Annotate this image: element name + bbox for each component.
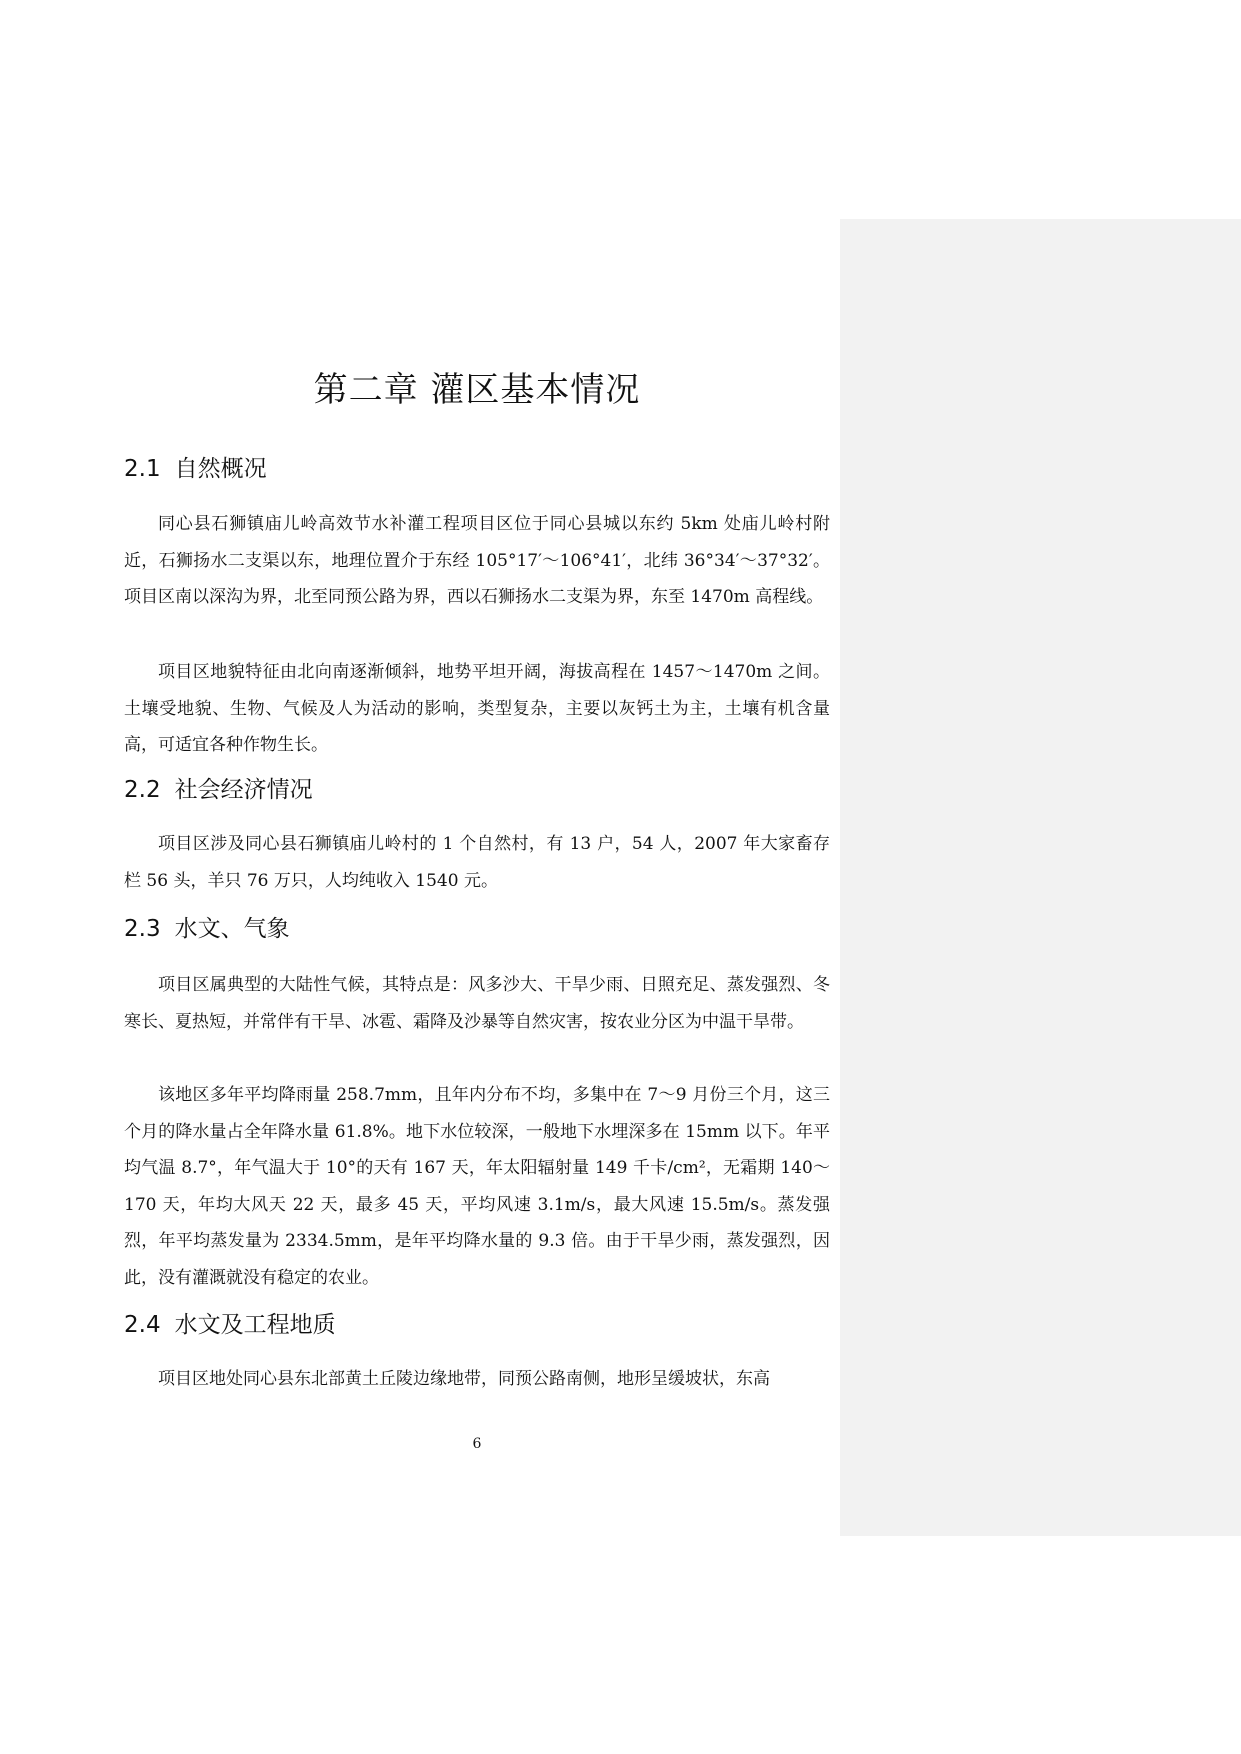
section-number: 2.2 — [124, 777, 161, 803]
paragraph: 项目区地貌特征由北向南逐渐倾斜，地势平坦开阔，海拔高程在 1457～1470m 之间。土壤受地貌、生物、气候及人为活动的影响，类型复杂，主要以灰钙土为主，土壤有机含量高，可适宜各种作物生长。 — [124, 662, 830, 756]
comment-margin-pane — [840, 219, 1241, 1536]
paragraph: 该地区多年平均降雨量 258.7mm，且年内分布不均，多集中在 7～9 月份三个月，这三个月的降水量占全年降水量 61.8%。地下水位较深，一般地下水埋深多在 15mm 以下。年平均气温 8.7°，年气温大于 10°的天有 167 天，年太阳辐射量 149 千卡/cm²，无霜期 140～170 天，年均大风天 22 天，最多 45 天，平均风速 3.1m/s，最大风速 15.5m/s。蒸发强烈，年平均蒸发量为 2334.5mm，是年平均降水量的 9.3 倍。由于干旱少雨，蒸发强烈，因此，没有灌溉就没有稳定的农业。 — [124, 1085, 830, 1288]
section-title: 社会经济情况 — [174, 777, 313, 803]
section-title: 自然概况 — [174, 456, 267, 482]
section-number: 2.1 — [124, 456, 161, 482]
paragraph: 项目区地处同心县东北部黄土丘陵边缘地带，同预公路南侧，地形呈缓坡状，东高 — [158, 1369, 770, 1389]
document-page — [124, 0, 830, 1754]
section-title: 水文及工程地质 — [174, 1312, 336, 1338]
page-number: 6 — [472, 1436, 482, 1452]
section-heading-2-3 — [124, 910, 290, 943]
section-heading-2-2 — [124, 771, 313, 804]
paragraph: 同心县石狮镇庙儿岭高效节水补灌工程项目区位于同心县城以东约 5km 处庙儿岭村附近，石狮扬水二支渠以东，地理位置介于东经 105°17′～106°41′，北纬 36°34′～37°32′。项目区南以深沟为界，北至同预公路为界，西以石狮扬水二支渠为界，东至 1470m 高程线。 — [124, 514, 830, 608]
section-heading-2-4 — [124, 1306, 336, 1339]
chapter-title: 第二章 灌区基本情况 — [313, 370, 641, 410]
paragraph: 项目区属典型的大陆性气候，其特点是：风多沙大、干旱少雨、日照充足、蒸发强烈、冬寒长、夏热短，并常伴有干旱、冰雹、霜降及沙暴等自然灾害，按农业分区为中温干旱带。 — [124, 975, 830, 1032]
section-number: 2.4 — [124, 1312, 161, 1338]
paragraph: 项目区涉及同心县石狮镇庙儿岭村的 1 个自然村，有 13 户，54 人，2007 年大家畜存栏 56 头，羊只 76 万只，人均纯收入 1540 元。 — [124, 834, 830, 891]
section-number: 2.3 — [124, 916, 161, 942]
section-title: 水文、气象 — [174, 916, 290, 942]
section-heading-2-1 — [124, 450, 267, 483]
